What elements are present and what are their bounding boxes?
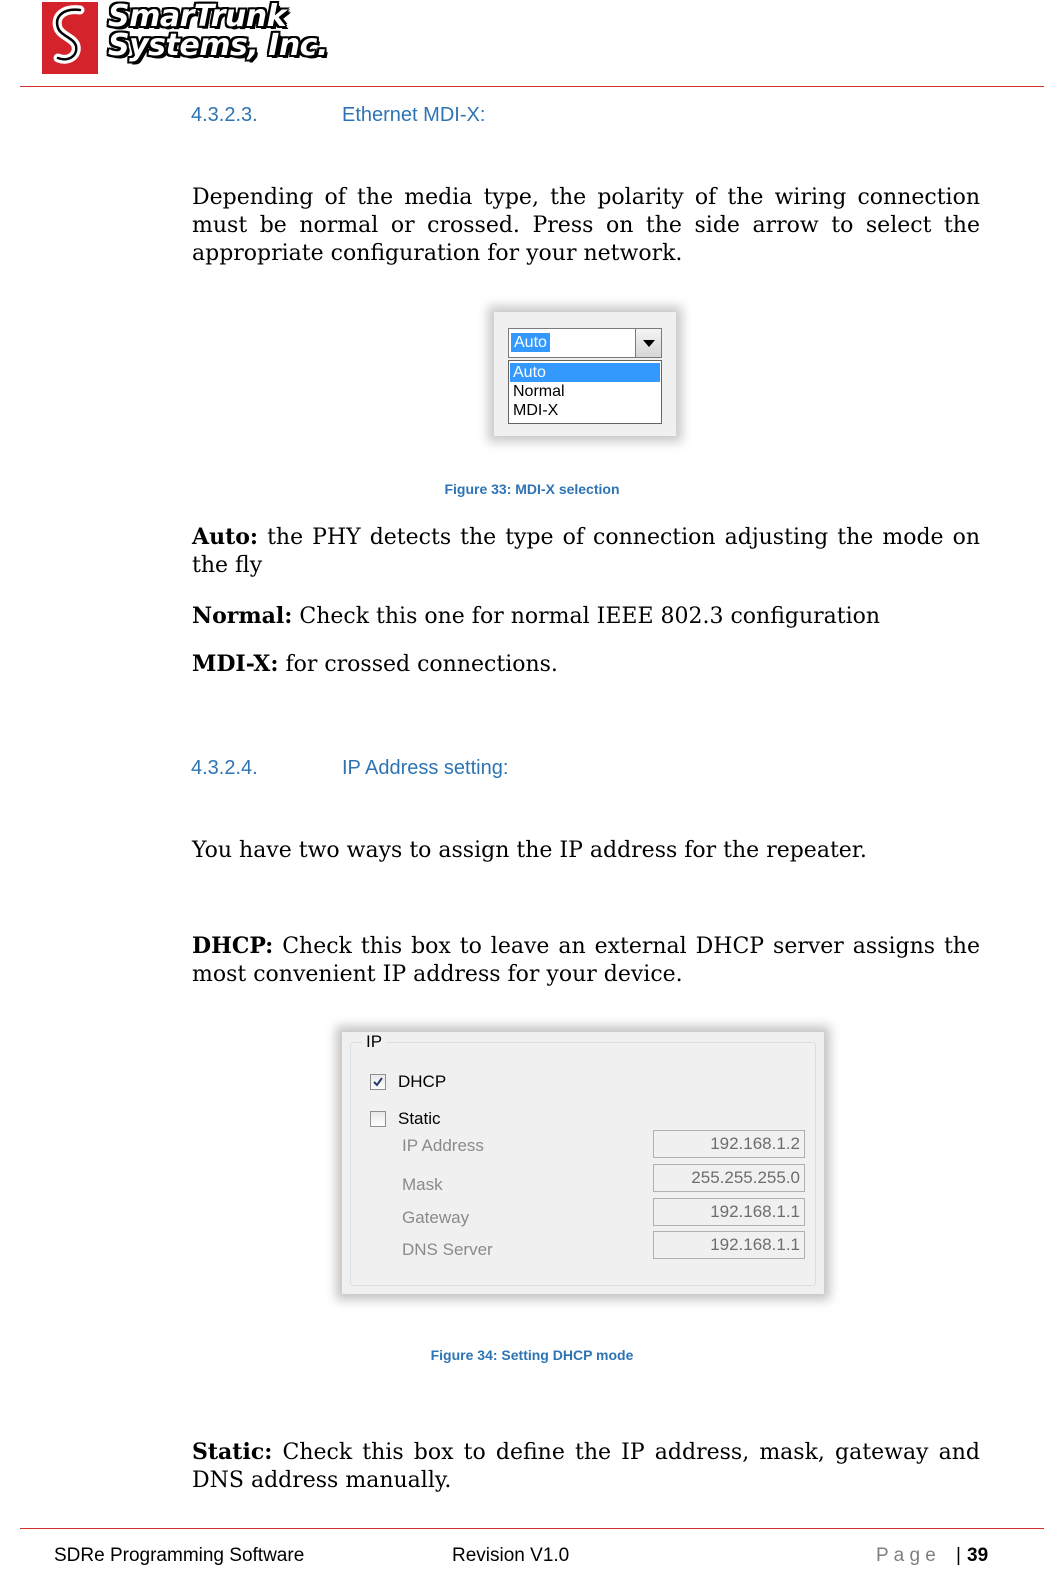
section-heading-ip-address <box>191 757 791 783</box>
definition-text: Check this box to define the IP address, mask, gateway and DNS address manually. <box>192 1440 980 1493</box>
static-paragraph <box>192 1438 980 1495</box>
ip-intro-paragraph: You have two ways to assign the IP address for the repeater. <box>192 838 867 863</box>
chevron-down-icon <box>643 340 655 347</box>
definition-normal <box>192 602 982 631</box>
gateway-field[interactable]: 192.168.1.1 <box>653 1198 805 1226</box>
checkmark-icon <box>371 1075 385 1089</box>
mdix-intro-paragraph: Depending of the media type, the polarity of the wiring connection must be normal or crossed. Press on the side arrow to select the appropriate configuration for your network. <box>192 185 980 266</box>
mdix-selected-value: Auto <box>511 333 550 352</box>
definition-term: Normal: <box>192 603 293 629</box>
definition-term: MDI-X: <box>192 651 279 677</box>
dns-server-label: DNS Server <box>402 1240 493 1259</box>
definition-auto <box>192 523 980 580</box>
definition-term: Static: <box>192 1439 273 1465</box>
section-heading-mdix <box>191 104 791 130</box>
gateway-label: Gateway <box>402 1208 470 1227</box>
company-name-line2: Systems, Inc. <box>108 28 328 63</box>
company-logo-mark <box>42 2 98 74</box>
mdix-option-auto[interactable]: Auto <box>510 363 660 382</box>
ip-address-label: IP Address <box>402 1136 484 1155</box>
section-number: 4.3.2.4. <box>191 757 258 779</box>
company-name-line1: SmarTrunk <box>108 0 287 34</box>
figure34-caption: Figure 34: Setting DHCP mode <box>430 1347 634 1363</box>
section-number: 4.3.2.3. <box>191 104 258 126</box>
ip-address-field[interactable]: 192.168.1.2 <box>653 1130 805 1158</box>
ip-groupbox-label: IP <box>362 1033 386 1051</box>
section-title: IP Address setting: <box>342 757 509 779</box>
footer-separator: | <box>956 1545 961 1566</box>
dhcp-checkbox-label[interactable]: DHCP <box>398 1072 447 1091</box>
dropdown-arrow-button[interactable] <box>635 329 661 357</box>
static-checkbox-label[interactable]: Static <box>398 1109 441 1128</box>
mdix-option-normal[interactable]: Normal <box>513 383 565 400</box>
definition-text: Check this one for normal IEEE 802.3 configuration <box>292 604 881 629</box>
dns-server-field[interactable]: 192.168.1.1 <box>653 1231 805 1259</box>
dhcp-paragraph <box>192 932 980 989</box>
mdix-dropdown-list <box>508 360 662 424</box>
definition-text: the PHY detects the type of connection adjusting the mode on the fly <box>192 525 980 578</box>
footer-revision: Revision V1.0 <box>452 1545 570 1566</box>
mask-field[interactable]: 255.255.255.0 <box>653 1164 805 1192</box>
definition-term: Auto: <box>192 524 259 550</box>
definition-text: Check this box to leave an external DHCP server assigns the most convenient IP address for your device. <box>192 934 980 987</box>
footer-page-number: 39 <box>967 1545 989 1566</box>
figure33-caption: Figure 33: MDI-X selection <box>444 481 620 497</box>
definition-term: DHCP: <box>192 933 274 959</box>
mdix-selection-figure <box>494 312 676 436</box>
company-name <box>108 0 328 63</box>
mdix-combobox[interactable] <box>508 328 662 358</box>
header-divider <box>20 86 1044 87</box>
footer-doc-title: SDRe Programming Software <box>54 1545 305 1566</box>
definition-text: for crossed connections. <box>278 652 558 677</box>
mdix-option-mdix[interactable]: MDI-X <box>513 402 559 419</box>
static-checkbox[interactable] <box>370 1111 386 1127</box>
section-title: Ethernet MDI-X: <box>342 104 486 126</box>
ip-settings-figure <box>342 1032 824 1294</box>
footer-divider <box>20 1528 1044 1529</box>
mask-label: Mask <box>402 1175 443 1194</box>
footer-page-label: P a g e <box>876 1545 936 1566</box>
dhcp-checkbox[interactable] <box>370 1074 386 1090</box>
definition-mdix <box>192 650 982 679</box>
